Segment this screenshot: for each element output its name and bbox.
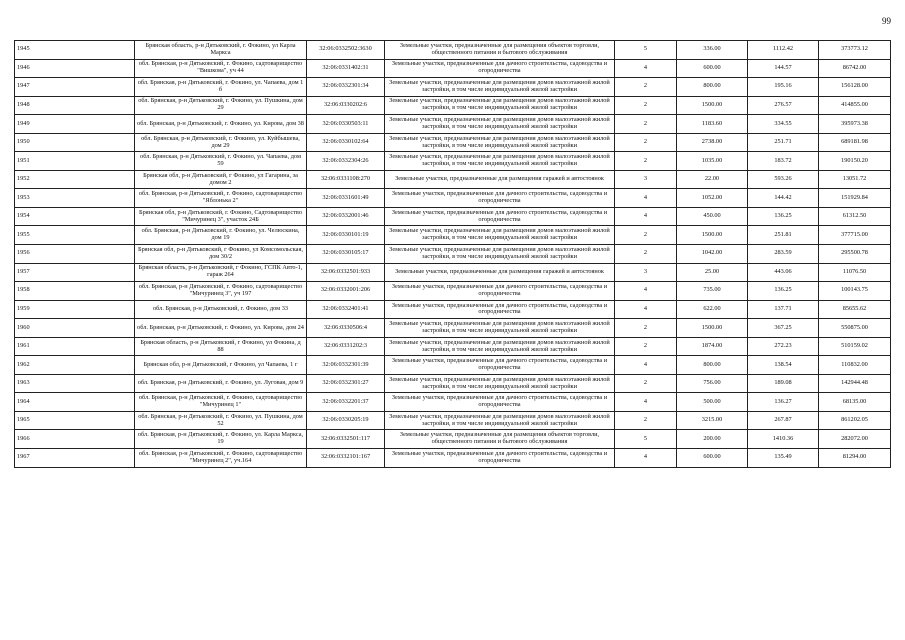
land-use-cell: Земельные участки, предназначенные для размещения гаражей и автостоянок xyxy=(385,263,615,282)
land-use-cell: Земельные участки, предназначенные для размещения объектов торговли, общественного питания и бытового обслуживания xyxy=(385,430,615,449)
cadastral-number-cell: 32:06:0330102:64 xyxy=(307,133,385,152)
row-number: 1953 xyxy=(15,189,135,208)
address-cell: обл. Брянская, р-н Дятьковский, г. Фокино, дом 33 xyxy=(135,300,307,319)
table-row xyxy=(15,449,891,468)
specific-value-cell: 443.06 xyxy=(748,263,819,282)
group-number-cell: 2 xyxy=(615,226,677,245)
land-use-cell: Земельные участки, предназначенные для размещения домов малоэтажной жилой застройки, в том числе индивидуальной жилой застройки xyxy=(385,152,615,171)
cadastral-value-cell: 550875.00 xyxy=(819,319,891,338)
area-cell: 600.00 xyxy=(677,449,748,468)
area-cell: 800.00 xyxy=(677,356,748,375)
cadastral-value-cell: 395973.38 xyxy=(819,115,891,134)
address-cell: обл. Брянская, р-н Дятьковский, г. Фокино, ул. Луговая, дом 9 xyxy=(135,374,307,393)
table-row xyxy=(15,59,891,78)
cadastral-number-cell: 32:06:0330503:11 xyxy=(307,115,385,134)
address-cell: Брянская обл, р-н Дятьковский, г Фокино, ул Комсомольская, дом 30/2 xyxy=(135,245,307,264)
table-row xyxy=(15,245,891,264)
cadastral-value-cell: 86742.00 xyxy=(819,59,891,78)
area-cell: 1500.00 xyxy=(677,96,748,115)
cadastral-number-cell: 32:06:0331202:3 xyxy=(307,337,385,356)
row-number: 1949 xyxy=(15,115,135,134)
cadastral-value-cell: 81294.00 xyxy=(819,449,891,468)
specific-value-cell: 1112.42 xyxy=(748,41,819,60)
address-cell: обл. Брянская, р-н Дятьковский, г. Фокино, садтоварищество "Мичуринец 2", уч.164 xyxy=(135,449,307,468)
land-use-cell: Земельные участки, предназначенные для размещения домов малоэтажной жилой застройки, в том числе индивидуальной жилой застройки xyxy=(385,226,615,245)
cadastral-value-cell: 414855.00 xyxy=(819,96,891,115)
address-cell: Брянская область, р-н Дятьковский, г Фокино, ул Фокина, д 88 xyxy=(135,337,307,356)
cadastral-number-cell: 32:06:0330105:17 xyxy=(307,245,385,264)
cadastral-number-cell: 32:06:0331108:270 xyxy=(307,170,385,189)
cadastral-number-cell: 32:06:0332401:41 xyxy=(307,300,385,319)
specific-value-cell: 136.25 xyxy=(748,207,819,226)
table-row xyxy=(15,337,891,356)
row-number: 1963 xyxy=(15,374,135,393)
cadastral-value-cell: 13051.72 xyxy=(819,170,891,189)
specific-value-cell: 144.57 xyxy=(748,59,819,78)
land-use-cell: Земельные участки, предназначенные для размещения домов малоэтажной жилой застройки, в том числе индивидуальной жилой застройки xyxy=(385,411,615,430)
group-number-cell: 4 xyxy=(615,300,677,319)
table-row xyxy=(15,115,891,134)
address-cell: обл. Брянская, р-н Дятьковский, г. Фокино, садтоварищество "Мичуринец 3", уч 197 xyxy=(135,282,307,301)
address-cell: Брянская область, р-н Дятьковский, г. Фокино, ул Карла Маркса xyxy=(135,41,307,60)
land-use-cell: Земельные участки, предназначенные для размещения домов малоэтажной жилой застройки, в том числе индивидуальной жилой застройки xyxy=(385,337,615,356)
cadastral-value-cell: 377715.00 xyxy=(819,226,891,245)
page-number: 99 xyxy=(882,16,891,26)
cadastral-number-cell: 32:06:0332101:167 xyxy=(307,449,385,468)
land-use-cell: Земельные участки, предназначенные для дачного строительства, садоводства и огородничества xyxy=(385,282,615,301)
table-row xyxy=(15,374,891,393)
specific-value-cell: 144.42 xyxy=(748,189,819,208)
table-row xyxy=(15,152,891,171)
group-number-cell: 4 xyxy=(615,282,677,301)
row-number: 1960 xyxy=(15,319,135,338)
group-number-cell: 2 xyxy=(615,96,677,115)
cadastral-number-cell: 32:06:0332501:117 xyxy=(307,430,385,449)
table-row xyxy=(15,207,891,226)
area-cell: 800.00 xyxy=(677,78,748,97)
land-use-cell: Земельные участки, предназначенные для дачного строительства, садоводства и огородничества xyxy=(385,356,615,375)
address-cell: обл. Брянская, р-н Дятьковский, г. Фокино, ул. Челюскина, дом 19 xyxy=(135,226,307,245)
area-cell: 1183.60 xyxy=(677,115,748,134)
row-number: 1946 xyxy=(15,59,135,78)
area-cell: 1500.00 xyxy=(677,319,748,338)
address-cell: Брянская область, р-н Дятьковский, г Фокино, ГСПК Авто-1, гараж 264 xyxy=(135,263,307,282)
cadastral-value-cell: 85655.62 xyxy=(819,300,891,319)
specific-value-cell: 136.27 xyxy=(748,393,819,412)
group-number-cell: 4 xyxy=(615,59,677,78)
area-cell: 2738.00 xyxy=(677,133,748,152)
address-cell: обл. Брянская, р-н Дятьковский, г. Фокино, садтоварищество "Мичуринец 1" xyxy=(135,393,307,412)
row-number: 1947 xyxy=(15,78,135,97)
cadastral-number-cell: 32:06:0332501:933 xyxy=(307,263,385,282)
cadastral-number-cell: 32:06:0330202:6 xyxy=(307,96,385,115)
area-cell: 735.00 xyxy=(677,282,748,301)
area-cell: 1035.00 xyxy=(677,152,748,171)
row-number: 1965 xyxy=(15,411,135,430)
table-row xyxy=(15,189,891,208)
group-number-cell: 2 xyxy=(615,337,677,356)
table-row xyxy=(15,430,891,449)
table-row xyxy=(15,170,891,189)
specific-value-cell: 251.81 xyxy=(748,226,819,245)
land-registry-table xyxy=(14,40,891,468)
land-use-cell: Земельные участки, предназначенные для размещения домов малоэтажной жилой застройки, в том числе индивидуальной жилой застройки xyxy=(385,319,615,338)
row-number: 1966 xyxy=(15,430,135,449)
land-use-cell: Земельные участки, предназначенные для дачного строительства, садоводства и огородничества xyxy=(385,207,615,226)
table-row xyxy=(15,356,891,375)
cadastral-value-cell: 689181.98 xyxy=(819,133,891,152)
cadastral-value-cell: 282072.00 xyxy=(819,430,891,449)
row-number: 1954 xyxy=(15,207,135,226)
address-cell: обл. Брянская, р-н Дятьковский, г. Фокино, ул. Пушкина, дом 52 xyxy=(135,411,307,430)
area-cell: 1052.00 xyxy=(677,189,748,208)
cadastral-value-cell: 861202.05 xyxy=(819,411,891,430)
row-number: 1967 xyxy=(15,449,135,468)
land-use-cell: Земельные участки, предназначенные для размещения гаражей и автостоянок xyxy=(385,170,615,189)
row-number: 1956 xyxy=(15,245,135,264)
land-use-cell: Земельные участки, предназначенные для дачного строительства, садоводства и огородничества xyxy=(385,393,615,412)
area-cell: 1500.00 xyxy=(677,226,748,245)
address-cell: обл. Брянская, р-н Дятьковский, г. Фокино, ул. Пушкина, дом 29 xyxy=(135,96,307,115)
cadastral-number-cell: 32:06:0332502:3630 xyxy=(307,41,385,60)
table-row xyxy=(15,133,891,152)
area-cell: 500.00 xyxy=(677,393,748,412)
row-number: 1948 xyxy=(15,96,135,115)
specific-value-cell: 135.49 xyxy=(748,449,819,468)
specific-value-cell: 283.59 xyxy=(748,245,819,264)
row-number: 1964 xyxy=(15,393,135,412)
specific-value-cell: 189.08 xyxy=(748,374,819,393)
cadastral-value-cell: 151929.84 xyxy=(819,189,891,208)
cadastral-value-cell: 110832.00 xyxy=(819,356,891,375)
land-use-cell: Земельные участки, предназначенные для размещения объектов торговли, общественного питания и бытового обслуживания xyxy=(385,41,615,60)
group-number-cell: 3 xyxy=(615,170,677,189)
cadastral-value-cell: 373773.12 xyxy=(819,41,891,60)
area-cell: 200.00 xyxy=(677,430,748,449)
row-number: 1957 xyxy=(15,263,135,282)
area-cell: 622.00 xyxy=(677,300,748,319)
table-row xyxy=(15,41,891,60)
land-use-cell: Земельные участки, предназначенные для дачного строительства, садоводства и огородничества xyxy=(385,189,615,208)
specific-value-cell: 334.55 xyxy=(748,115,819,134)
row-number: 1961 xyxy=(15,337,135,356)
specific-value-cell: 251.71 xyxy=(748,133,819,152)
cadastral-number-cell: 32:06:0332001:206 xyxy=(307,282,385,301)
group-number-cell: 2 xyxy=(615,78,677,97)
row-number: 1952 xyxy=(15,170,135,189)
group-number-cell: 4 xyxy=(615,393,677,412)
specific-value-cell: 367.25 xyxy=(748,319,819,338)
land-use-cell: Земельные участки, предназначенные для дачного строительства, садоводства и огородничества xyxy=(385,300,615,319)
row-number: 1958 xyxy=(15,282,135,301)
cadastral-number-cell: 32:06:0330101:19 xyxy=(307,226,385,245)
row-number: 1945 xyxy=(15,41,135,60)
land-use-cell: Земельные участки, предназначенные для размещения домов малоэтажной жилой застройки, в том числе индивидуальной жилой застройки xyxy=(385,245,615,264)
address-cell: обл. Брянская, р-н Дятьковский, г. Фокино, ул. Кирова, дом 24 xyxy=(135,319,307,338)
address-cell: Брянская обл, р-н Дятьковский, г. Фокино, Садтоварищество "Мичуринец 3", участок 24Б xyxy=(135,207,307,226)
cadastral-number-cell: 32:06:0330506:4 xyxy=(307,319,385,338)
cadastral-number-cell: 32:06:0330205:19 xyxy=(307,411,385,430)
land-use-cell: Земельные участки, предназначенные для размещения домов малоэтажной жилой застройки, в том числе индивидуальной жилой застройки xyxy=(385,96,615,115)
area-cell: 450.00 xyxy=(677,207,748,226)
area-cell: 22.00 xyxy=(677,170,748,189)
group-number-cell: 2 xyxy=(615,115,677,134)
specific-value-cell: 267.87 xyxy=(748,411,819,430)
table-row xyxy=(15,263,891,282)
address-cell: обл. Брянская, р-н Дятьковский, г. Фокино, ул. Чапаева, дом 1 б xyxy=(135,78,307,97)
specific-value-cell: 183.72 xyxy=(748,152,819,171)
cadastral-number-cell: 32:06:0332301:39 xyxy=(307,356,385,375)
cadastral-value-cell: 295500.78 xyxy=(819,245,891,264)
table-row xyxy=(15,411,891,430)
area-cell: 756.00 xyxy=(677,374,748,393)
specific-value-cell: 272.23 xyxy=(748,337,819,356)
group-number-cell: 2 xyxy=(615,133,677,152)
cadastral-value-cell: 190150.20 xyxy=(819,152,891,171)
cadastral-number-cell: 32:06:0332001:46 xyxy=(307,207,385,226)
group-number-cell: 4 xyxy=(615,189,677,208)
address-cell: обл. Брянская, р-н Дятьковский, г. Фокино, садтоварищество "Вишкова", уч 44 xyxy=(135,59,307,78)
group-number-cell: 5 xyxy=(615,41,677,60)
cadastral-value-cell: 11076.50 xyxy=(819,263,891,282)
address-cell: Брянская обл, р-н Дятьковский, г Фокино, ул Гагарина, за домом 2 xyxy=(135,170,307,189)
cadastral-number-cell: 32:06:0331402:31 xyxy=(307,59,385,78)
cadastral-value-cell: 68135.00 xyxy=(819,393,891,412)
group-number-cell: 4 xyxy=(615,449,677,468)
cadastral-number-cell: 32:06:0332304:26 xyxy=(307,152,385,171)
group-number-cell: 5 xyxy=(615,430,677,449)
row-number: 1950 xyxy=(15,133,135,152)
land-use-cell: Земельные участки, предназначенные для размещения домов малоэтажной жилой застройки, в том числе индивидуальной жилой застройки xyxy=(385,374,615,393)
specific-value-cell: 593.26 xyxy=(748,170,819,189)
table-row xyxy=(15,226,891,245)
table-row xyxy=(15,300,891,319)
address-cell: обл. Брянская, р-н Дятьковский, г. Фокино, ул. Куйбышева, дом 29 xyxy=(135,133,307,152)
group-number-cell: 2 xyxy=(615,319,677,338)
group-number-cell: 3 xyxy=(615,263,677,282)
address-cell: Брянская обл, р-н Дятьковский, г Фокино, ул Чапаева, 1 г xyxy=(135,356,307,375)
cadastral-value-cell: 61312.50 xyxy=(819,207,891,226)
land-use-cell: Земельные участки, предназначенные для размещения домов малоэтажной жилой застройки, в том числе индивидуальной жилой застройки xyxy=(385,133,615,152)
area-cell: 600.00 xyxy=(677,59,748,78)
row-number: 1962 xyxy=(15,356,135,375)
group-number-cell: 2 xyxy=(615,411,677,430)
group-number-cell: 4 xyxy=(615,356,677,375)
cadastral-number-cell: 32:06:0332301:34 xyxy=(307,78,385,97)
group-number-cell: 2 xyxy=(615,152,677,171)
specific-value-cell: 276.57 xyxy=(748,96,819,115)
specific-value-cell: 1410.36 xyxy=(748,430,819,449)
specific-value-cell: 195.16 xyxy=(748,78,819,97)
area-cell: 336.00 xyxy=(677,41,748,60)
address-cell: обл. Брянская, р-н Дятьковский, г. Фокино, садтоварищество "Яблонька 2" xyxy=(135,189,307,208)
group-number-cell: 2 xyxy=(615,374,677,393)
cadastral-value-cell: 100143.75 xyxy=(819,282,891,301)
land-use-cell: Земельные участки, предназначенные для дачного строительства, садоводства и огородничества xyxy=(385,449,615,468)
row-number: 1951 xyxy=(15,152,135,171)
address-cell: обл. Брянская, р-н Дятьковский, г. Фокино, ул. Чапаева, дом 59 xyxy=(135,152,307,171)
registry-body xyxy=(15,41,891,468)
area-cell: 1042.00 xyxy=(677,245,748,264)
cadastral-value-cell: 142944.48 xyxy=(819,374,891,393)
cadastral-number-cell: 32:06:0332201:37 xyxy=(307,393,385,412)
land-use-cell: Земельные участки, предназначенные для дачного строительства, садоводства и огородничества xyxy=(385,59,615,78)
table-row xyxy=(15,319,891,338)
table-row xyxy=(15,96,891,115)
table-row xyxy=(15,282,891,301)
area-cell: 1874.00 xyxy=(677,337,748,356)
address-cell: обл. Брянская, р-н Дятьковский, г. Фокино, ул. Карла Маркса, 19 xyxy=(135,430,307,449)
land-use-cell: Земельные участки, предназначенные для размещения домов малоэтажной жилой застройки, в том числе индивидуальной жилой застройки xyxy=(385,78,615,97)
specific-value-cell: 137.71 xyxy=(748,300,819,319)
land-use-cell: Земельные участки, предназначенные для размещения домов малоэтажной жилой застройки, в том числе индивидуальной жилой застройки xyxy=(385,115,615,134)
address-cell: обл. Брянская, р-н Дятьковский, г. Фокино, ул. Кирова, дом 38 xyxy=(135,115,307,134)
table-row xyxy=(15,393,891,412)
specific-value-cell: 138.54 xyxy=(748,356,819,375)
group-number-cell: 4 xyxy=(615,207,677,226)
group-number-cell: 2 xyxy=(615,245,677,264)
row-number: 1955 xyxy=(15,226,135,245)
row-number: 1959 xyxy=(15,300,135,319)
cadastral-number-cell: 32:06:0331601:49 xyxy=(307,189,385,208)
area-cell: 25.00 xyxy=(677,263,748,282)
cadastral-number-cell: 32:06:0332301:27 xyxy=(307,374,385,393)
specific-value-cell: 136.25 xyxy=(748,282,819,301)
area-cell: 3215.00 xyxy=(677,411,748,430)
table-row xyxy=(15,78,891,97)
cadastral-value-cell: 156128.00 xyxy=(819,78,891,97)
cadastral-value-cell: 510159.02 xyxy=(819,337,891,356)
